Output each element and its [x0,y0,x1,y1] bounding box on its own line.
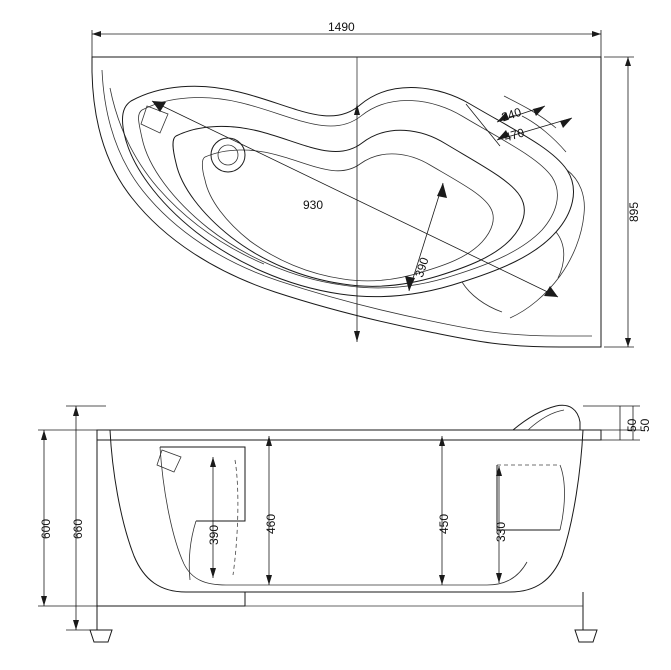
shelf-contour-left [110,88,264,264]
dim-label-plan-shelf: 470 [502,125,526,145]
arrow-390-sec-top [210,457,216,467]
bowl-outline-mid [139,98,558,288]
arrow-450-top [439,436,445,446]
dim-label-sec-450: 450 [437,513,451,534]
basin-bottom [202,150,493,281]
dim-label-plan-seat: 240 [499,104,524,125]
arrow-895-bottom [625,338,631,347]
dim-label-plan-width: 1490 [328,20,355,34]
arrow-center-bottom [354,331,360,342]
headrest [141,106,168,133]
arrow-600-top [41,430,47,440]
arrow-460-bottom [266,575,272,585]
arrow-470-right [560,118,572,128]
section-view [38,405,640,642]
arrow-390-plan-top [437,183,447,198]
right-step-curve [560,465,565,530]
arrow-1490-left [92,31,101,37]
inner-bowl-profile [160,447,527,585]
rim-slab [97,430,601,440]
dim-label-sec-600: 600 [39,518,53,539]
left-step [160,447,245,521]
dim-label-sec-rim-a: 50 [625,418,639,432]
ext-line-240-470-left [466,104,500,146]
drain-inner [218,145,238,165]
arrow-1490-right [592,31,601,37]
arrow-390-sec-bottom [210,568,216,578]
headrest-profile-right [513,405,580,430]
dim-label-sec-660: 660 [71,518,85,539]
left-headrest-detail [157,450,181,472]
arrow-895-top [625,57,631,66]
arrow-660-top [73,406,79,416]
seat-detail-right [556,232,564,278]
dim-label-sec-rim-b: 50 [638,418,652,432]
arrow-450-bottom [439,575,445,585]
foot-left [90,630,112,642]
arrow-600-bottom [41,596,47,606]
dim-label-plan-diagonal: 930 [303,198,324,212]
arrow-460-top [266,436,272,446]
dim-label-sec-460: 460 [264,513,278,534]
dim-label-plan-inner: 390 [412,255,432,280]
dim-label-sec-390: 390 [207,524,221,545]
basin-outline [173,126,524,286]
left-step-side [189,521,196,580]
tub-body-right [245,430,583,592]
seat-detail-right-2 [462,282,502,312]
headrest-inner-right [528,410,564,430]
foot-right [575,630,597,642]
arrow-330-bottom [496,573,502,583]
right-step-profile [497,465,560,530]
dashed-bowl-ref [233,460,238,575]
tub-body-left [97,430,245,606]
arrow-660-bottom [73,620,79,630]
dim-line-930 [152,101,558,297]
dim-label-sec-330: 330 [494,521,508,542]
plan-view [92,30,634,347]
dim-label-plan-depth: 895 [627,201,641,222]
arrow-240-right [533,106,545,116]
